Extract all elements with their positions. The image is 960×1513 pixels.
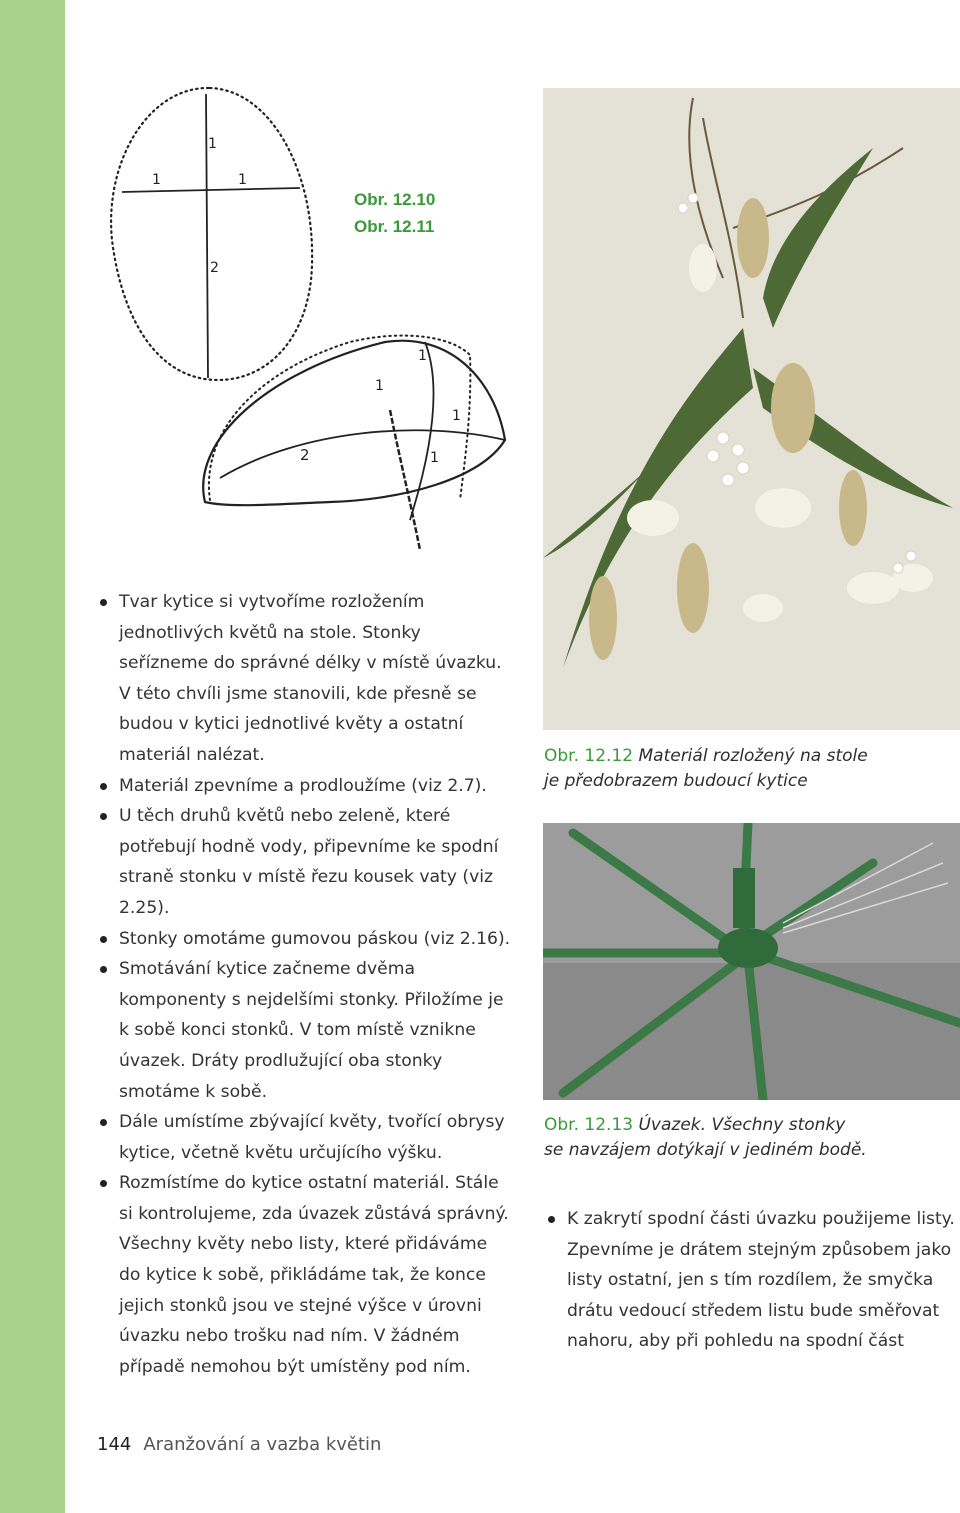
figure-labels: [354, 186, 435, 240]
list-item: Smotávání kytice začneme dvěma komponenty s nejdelšími stonky. Přiložíme je k sobě konci stonků. V tom místě vznikne úvazek. Dráty prodlužující oba stonky smotáme k sobě.: [92, 954, 514, 1107]
list-item: Rozmístíme do kytice ostatní materiál. Stále si kontrolujeme, zda úvazek zůstává správný.: [92, 1168, 514, 1229]
list-item: Stonky omotáme gumovou páskou (viz 2.16).: [92, 924, 514, 955]
flowers-photo: [543, 88, 960, 730]
body-paragraph: Všechny květy nebo listy, které přidáváme do kytice k sobě, přikládáme tak, že konce jejich stonků jsou ve stejné výšce v úrovni úvazku nebo trošku nad ním. V žádném případě nemohou být umístěny pod ním.: [119, 1234, 488, 1377]
caption-binding: [544, 1113, 867, 1163]
caption-text: je předobrazem budoucí kytice: [544, 771, 808, 791]
caption-number: Obr. 12.13: [544, 1115, 634, 1135]
sketch-label: 1: [418, 348, 427, 364]
sketch-label: 2: [300, 446, 310, 464]
binding-photo: [543, 823, 960, 1100]
sketch-label: 2: [210, 260, 219, 276]
figure-label: Obr. 12.11: [354, 217, 435, 236]
page-footer: [97, 1434, 381, 1455]
caption-text: Úvazek. Všechny stonky: [638, 1115, 846, 1135]
side-color-bar: [0, 0, 65, 1513]
sketch-ellipse-outline: [111, 88, 312, 380]
list-item: Materiál zpevníme a prodloužíme (viz 2.7).: [92, 771, 514, 802]
sketch-dome-arc: [220, 430, 505, 478]
sketch-label: 1: [375, 378, 384, 394]
sketch-label: 1: [152, 172, 161, 188]
page-number: 144: [97, 1434, 132, 1455]
sketch-figure: [100, 80, 525, 580]
sketch-horizontal-axis: [122, 188, 300, 192]
sketch-label: 1: [452, 408, 461, 424]
right-bullet-list: [540, 1204, 960, 1357]
figure-label: Obr. 12.10: [354, 190, 436, 209]
list-item: U těch druhů květů nebo zeleně, které potřebují hodně vody, připevníme ke spodní straně stonku v místě řezu kousek vaty (viz 2.25).: [92, 801, 514, 923]
caption-text: Materiál rozložený na stole: [638, 746, 868, 766]
sketch-label: 1: [208, 136, 217, 152]
caption-number: Obr. 12.12: [544, 746, 634, 766]
list-item: Tvar kytice si vytvoříme rozložením jednotlivých květů na stole. Stonky seřízneme do správné délky v místě úvazku. V této chvíli jsme stanovili, kde přesně se budou v kytici jednotlivé květy a ostatní materiál nalézat.: [92, 587, 514, 771]
main-bullet-list: [92, 587, 514, 1382]
sketch-label: 1: [238, 172, 247, 188]
caption-text: se navzájem dotýkají v jediném bodě.: [544, 1140, 867, 1160]
list-item: Dále umístíme zbývající květy, tvořící obrysy kytice, včetně květu určujícího výšku.: [92, 1107, 514, 1168]
list-item: K zakrytí spodní části úvazku použijeme listy. Zpevníme je drátem stejným způsobem jako listy ostatní, jen s tím rozdílem, že smyčka drátu vedoucí středem listu bude směřovat nahoru, aby při pohledu na spodní část: [540, 1204, 960, 1357]
book-title: Aranžování a vazba květin: [143, 1434, 382, 1455]
sketch-label: 1: [430, 450, 439, 466]
caption-flowers: [544, 744, 868, 794]
